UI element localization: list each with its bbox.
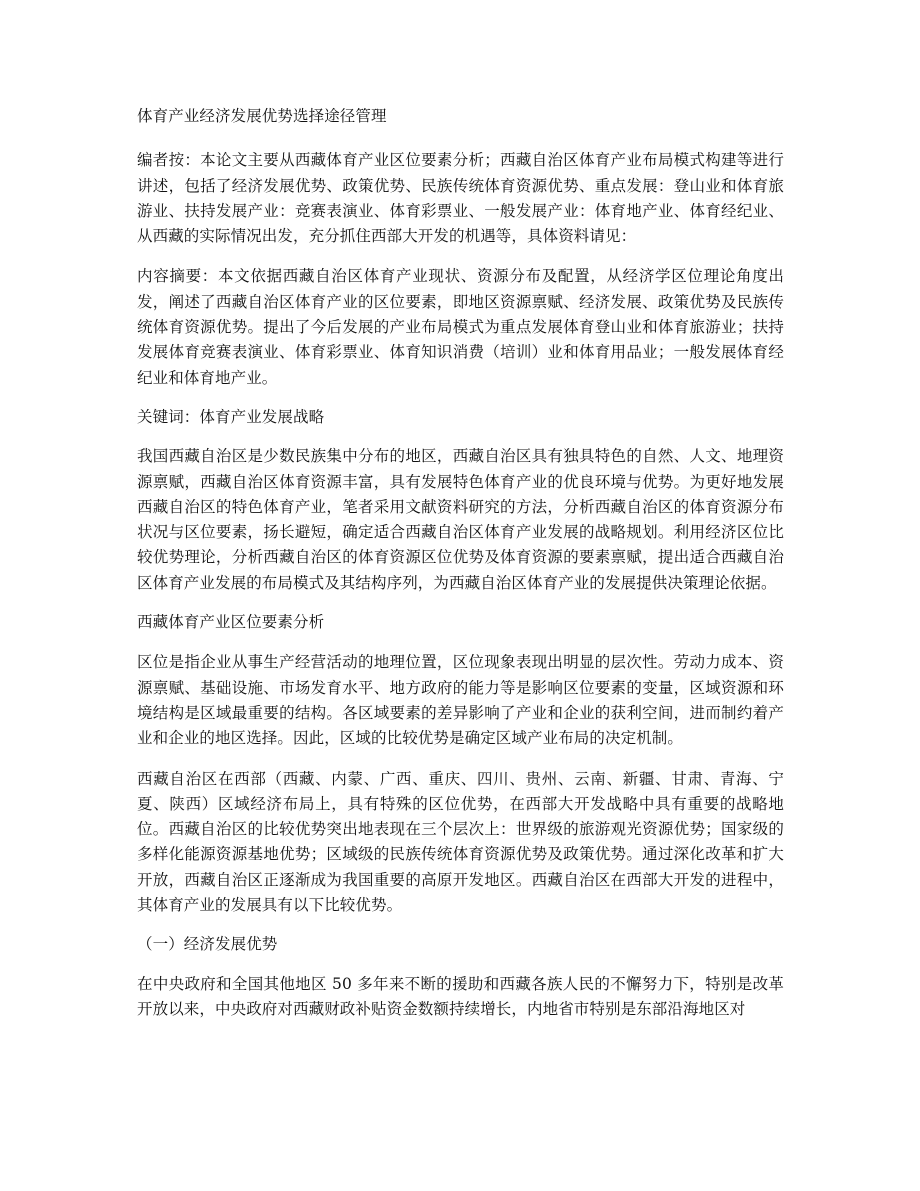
- document-page: [137, 104, 784, 1022]
- document-title: 体育产业经济发展优势选择途径管理: [137, 107, 387, 125]
- abstract-paragraph: 内容摘要：本文依据西藏自治区体育产业现状、资源分布及配置，从经济学区位理论角度出发，阐述了西藏自治区体育产业的区位要素，即地区资源禀赋、经济发展、政策优势及民族传统体育资源优势。提出了今后发展的产业布局模式为重点发展体育登山业和体育旅游业；扶持发展体育竞赛表演业、体育彩票业、体育知识消费（培训）业和体育用品业；一般发展体育经纪业和体育地产业。: [137, 267, 784, 387]
- location-paragraph: 区位是指企业从事生产经营活动的地理位置，区位现象表现出明显的层次性。劳动力成本、资源禀赋、基础设施、市场发育水平、地方政府的能力等是影响区位要素的变量，区域资源和环境结构是区域最重要的结构。各区域要素的差异影响了产业和企业的获利空间，进而制约着产业和企业的地区选择。因此，区域的比较优势是确定区域产业布局的决定机制。: [137, 653, 784, 748]
- intro-paragraph: 我国西藏自治区是少数民族集中分布的地区，西藏自治区具有独具特色的自然、人文、地理资源禀赋，西藏自治区体育资源丰富，具有发展特色体育产业的优良环境与优势。为更好地发展西藏自治区的特色体育产业，笔者采用文献资料研究的方法，分析西藏自治区的体育资源分布状况与区位要素，扬长避短，确定适合西藏自治区体育产业发展的战略规划。利用经济区位比较优势理论，分析西藏自治区的体育资源区位优势及体育资源的要素禀赋，提出适合西藏自治区体育产业发展的布局模式及其结构序列，为西藏自治区体育产业的发展提供决策理论依据。: [137, 447, 784, 592]
- editor-note: 编者按：本论文主要从西藏体育产业区位要素分析；西藏自治区体育产业布局模式构建等进行讲述，包括了经济发展优势、政策优势、民族传统体育资源优势、重点发展：登山业和体育旅游业、扶持发展产业：竞赛表演业、体育彩票业、一般发展产业：体育地产业、体育经纪业、从西藏的实际情况出发，充分抓住西部大开发的机遇等，具体资料请见：: [137, 151, 784, 246]
- keywords-line: 关键词：体育产业发展战略: [137, 407, 325, 426]
- subsection-heading: （一）经济发展优势: [137, 935, 278, 954]
- section-heading: 西藏体育产业区位要素分析: [137, 613, 325, 632]
- tibet-advantage-paragraph: 西藏自治区在西部（西藏、内蒙、广西、重庆、四川、贵州、云南、新疆、甘肃、青海、宁夏、陕西）区域经济布局上，具有特殊的区位优势，在西部大开发战略中具有重要的战略地位。西藏自治区的比较优势突出地表现在三个层次上：世界级的旅游观光资源优势；国家级的多样化能源资源基地优势；区域级的民族传统体育资源优势及政策优势。通过深化改革和扩大开放，西藏自治区正逐渐成为我国重要的高原开发地区。西藏自治区在西部大开发的进程中，其体育产业的发展具有以下比较优势。: [137, 769, 784, 915]
- economic-paragraph: 在中央政府和全国其他地区 50 多年来不断的援助和西藏各族人民的不懈努力下，特别是改革开放以来，中央政府对西藏财政补贴资金数额持续增长，内地省市特别是东部沿海地区对: [137, 974, 784, 1018]
